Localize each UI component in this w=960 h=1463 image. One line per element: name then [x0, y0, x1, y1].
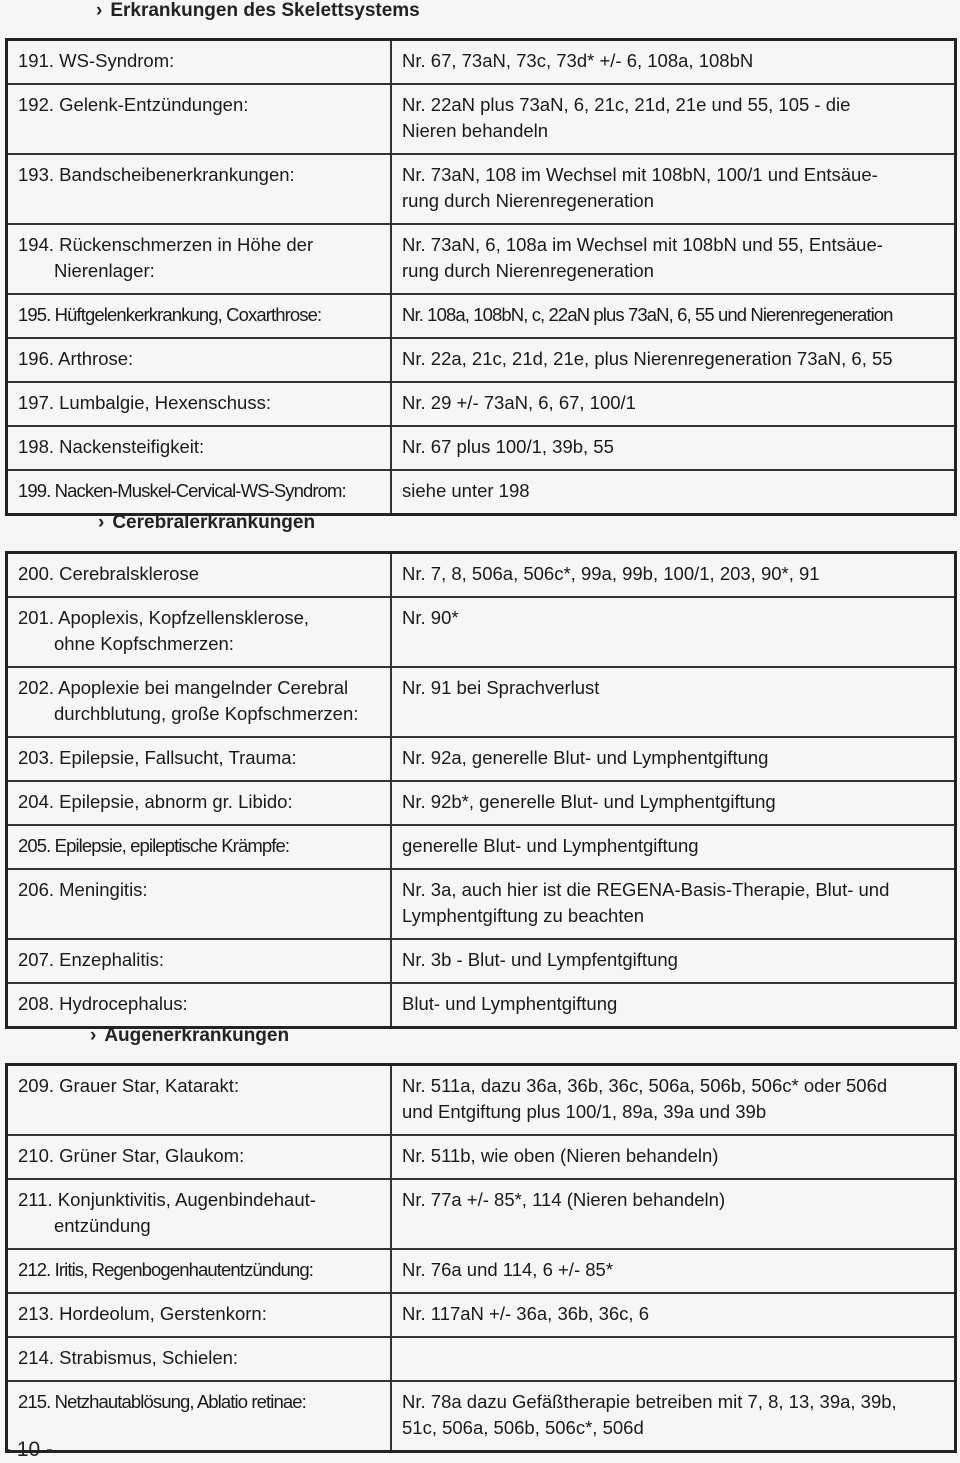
treatment-cell: Nr. 90*: [391, 597, 956, 667]
condition-cell: 201. Apoplexis, Kopfzellensklerose, ohne Kopfschmerzen:: [7, 597, 392, 667]
condition-cell: 205. Epilepsie, epileptische Krämpfe:: [7, 825, 392, 869]
condition-cell: 215. Netzhautablösung, Ablatio retinae:: [7, 1381, 392, 1452]
condition-cell: 202. Apoplexie bei mangelnder Cerebral durchblutung, große Kopfschmerzen:: [7, 667, 392, 737]
treatment-cell: Nr. 22a, 21c, 21d, 21e, plus Nierenregeneration 73aN, 6, 55: [391, 338, 956, 382]
condition-cell: 191. WS-Syndrom:: [7, 40, 392, 85]
table-row: [7, 1135, 956, 1179]
condition-cell: 196. Arthrose:: [7, 338, 392, 382]
condition-cell: 203. Epilepsie, Fallsucht, Trauma:: [7, 737, 392, 781]
table-row: [7, 426, 956, 470]
table-row: [7, 338, 956, 382]
section-title-text: Erkrankungen des Skelettsystems: [110, 0, 420, 21]
treatment-cell: Nr. 92a, generelle Blut- und Lymphentgiftung: [391, 737, 956, 781]
treatment-cell: Blut- und Lymphentgiftung: [391, 983, 956, 1028]
condition-cell: 208. Hydrocephalus:: [7, 983, 392, 1028]
table-row: [7, 294, 956, 338]
chevron-right-icon: ›: [96, 0, 103, 21]
table-row: [7, 154, 956, 224]
table-row: [7, 84, 956, 154]
condition-cell: 204. Epilepsie, abnorm gr. Libido:: [7, 781, 392, 825]
treatment-cell: Nr. 67 plus 100/1, 39b, 55: [391, 426, 956, 470]
treatment-cell: siehe unter 198: [391, 470, 956, 515]
chevron-right-icon: ›: [98, 512, 105, 533]
condition-cell: 198. Nackensteifigkeit:: [7, 426, 392, 470]
table-row: [7, 869, 956, 939]
chevron-right-icon: ›: [90, 1025, 97, 1046]
table-row: [7, 825, 956, 869]
condition-cell: 192. Gelenk-Entzündungen:: [7, 84, 392, 154]
section-heading: [96, 0, 420, 22]
table-row: [7, 224, 956, 294]
table-row: [7, 1337, 956, 1381]
treatment-cell: Nr. 511a, dazu 36a, 36b, 36c, 506a, 506b, 506c* oder 506d und Entgiftung plus 100/1, 89a, 39a und 39b: [391, 1065, 956, 1136]
table-row: [7, 553, 956, 598]
table-row: [7, 382, 956, 426]
treatment-cell: Nr. 92b*, generelle Blut- und Lymphentgiftung: [391, 781, 956, 825]
table-row: [7, 1293, 956, 1337]
table-row: [7, 983, 956, 1028]
condition-cell: 199. Nacken-Muskel-Cervical-WS-Syndrom:: [7, 470, 392, 515]
table-row: [7, 667, 956, 737]
table-row: [7, 1381, 956, 1452]
treatment-cell: Nr. 22aN plus 73aN, 6, 21c, 21d, 21e und 55, 105 - die Nieren behandeln: [391, 84, 956, 154]
treatment-cell: Nr. 78a dazu Gefäßtherapie betreiben mit 7, 8, 13, 39a, 39b, 51c, 506a, 506b, 506c*, 506d: [391, 1381, 956, 1452]
condition-cell: 213. Hordeolum, Gerstenkorn:: [7, 1293, 392, 1337]
table-row: [7, 781, 956, 825]
table-row: [7, 1249, 956, 1293]
treatment-table: [5, 38, 957, 516]
treatment-cell: Nr. 67, 73aN, 73c, 73d* +/- 6, 108a, 108bN: [391, 40, 956, 85]
section-heading: [90, 1025, 289, 1047]
table-row: [7, 1065, 956, 1136]
table-row: [7, 597, 956, 667]
table-row: [7, 40, 956, 85]
table-row: [7, 939, 956, 983]
table-row: [7, 470, 956, 515]
condition-cell: 210. Grüner Star, Glaukom:: [7, 1135, 392, 1179]
condition-cell: 194. Rückenschmerzen in Höhe der Nierenlager:: [7, 224, 392, 294]
condition-cell: 207. Enzephalitis:: [7, 939, 392, 983]
treatment-cell: Nr. 73aN, 108 im Wechsel mit 108bN, 100/1 und Entsäue- rung durch Nierenregeneration: [391, 154, 956, 224]
section-title-text: Augenerkrankungen: [104, 1025, 290, 1046]
condition-cell: 206. Meningitis:: [7, 869, 392, 939]
treatment-cell: Nr. 7, 8, 506a, 506c*, 99a, 99b, 100/1, 203, 90*, 91: [391, 553, 956, 598]
treatment-cell: generelle Blut- und Lymphentgiftung: [391, 825, 956, 869]
table-row: [7, 1179, 956, 1249]
table-row: [7, 737, 956, 781]
treatment-cell: Nr. 108a, 108bN, c, 22aN plus 73aN, 6, 55 und Nierenregeneration: [391, 294, 956, 338]
condition-cell: 195. Hüftgelenkerkrankung, Coxarthrose:: [7, 294, 392, 338]
condition-cell: 209. Grauer Star, Katarakt:: [7, 1065, 392, 1136]
condition-cell: 214. Strabismus, Schielen:: [7, 1337, 392, 1381]
treatment-table: [5, 551, 957, 1029]
section-title-text: Cerebralerkrankungen: [112, 512, 316, 533]
condition-cell: 212. Iritis, Regenbogenhautentzündung:: [7, 1249, 392, 1293]
condition-cell: 211. Konjunktivitis, Augenbindehaut- entzündung: [7, 1179, 392, 1249]
page-number: - 10 -: [4, 1438, 54, 1461]
condition-cell: 200. Cerebralsklerose: [7, 553, 392, 598]
treatment-cell: Nr. 91 bei Sprachverlust: [391, 667, 956, 737]
treatment-cell: Nr. 3a, auch hier ist die REGENA-Basis-Therapie, Blut- und Lymphentgiftung zu beachten: [391, 869, 956, 939]
treatment-cell: Nr. 117aN +/- 36a, 36b, 36c, 6: [391, 1293, 956, 1337]
condition-cell: 197. Lumbalgie, Hexenschuss:: [7, 382, 392, 426]
treatment-cell: Nr. 76a und 114, 6 +/- 85*: [391, 1249, 956, 1293]
treatment-cell: Nr. 77a +/- 85*, 114 (Nieren behandeln): [391, 1179, 956, 1249]
treatment-cell: Nr. 73aN, 6, 108a im Wechsel mit 108bN und 55, Entsäue- rung durch Nierenregeneration: [391, 224, 956, 294]
treatment-table: [5, 1063, 957, 1453]
condition-cell: 193. Bandscheibenerkrankungen:: [7, 154, 392, 224]
treatment-cell: [391, 1337, 956, 1381]
treatment-cell: Nr. 3b - Blut- und Lympfentgiftung: [391, 939, 956, 983]
treatment-cell: Nr. 511b, wie oben (Nieren behandeln): [391, 1135, 956, 1179]
treatment-cell: Nr. 29 +/- 73aN, 6, 67, 100/1: [391, 382, 956, 426]
section-heading: [98, 512, 315, 534]
